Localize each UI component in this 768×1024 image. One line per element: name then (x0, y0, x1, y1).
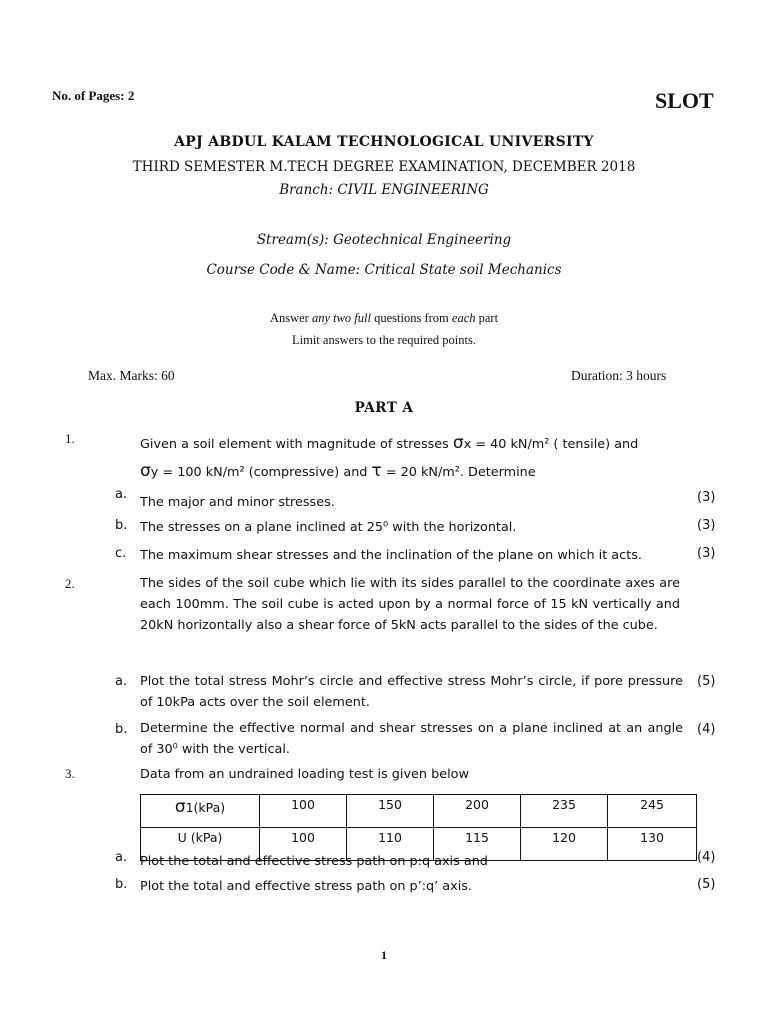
table-cell: 150 (347, 795, 434, 828)
marks-value: (4) (697, 850, 716, 865)
subquestion-text: Plot the total stress Mohr’s circle and effective stress Mohr’s circle, if pore pressure of 10kPa acts over the soil element. (140, 674, 683, 710)
part-heading: PART A (354, 400, 414, 416)
branch-label: Branch: CIVIL ENGINEERING (279, 182, 489, 198)
subquestion-label: b. (115, 722, 128, 737)
max-marks: Max. Marks: 60 (88, 368, 175, 383)
subquestion-label: c. (115, 546, 127, 561)
question-number: 3. (65, 766, 75, 781)
subquestion-text: The stresses on a plane inclined at 25⁰ with the horizontal. (140, 520, 517, 535)
subquestion-label: a. (115, 674, 128, 689)
exam-title: THIRD SEMESTER M.TECH DEGREE EXAMINATION, DECEMBER 2018 (132, 159, 636, 175)
table-header-cell: σ1(kPa) (141, 795, 260, 828)
subquestion-text: The major and minor stresses. (140, 495, 335, 510)
marks-value: (3) (697, 490, 716, 505)
university-name: APJ ABDUL KALAM TECHNOLOGICAL UNIVERSITY (174, 134, 594, 150)
table-cell: 200 (434, 795, 521, 828)
marks-value: (4) (697, 722, 716, 737)
table-cell: 100 (260, 828, 347, 861)
table-cell: 245 (608, 795, 697, 828)
question-text: The sides of the soil cube which lie with its sides parallel to the coordinate axes are each 100mm. The soil cube is acted upon by a normal force of 15 kN vertically and 20kN horizontally also a shear force of 5kN acts parallel to the sides of the cube. (140, 576, 680, 633)
table-cell: 115 (434, 828, 521, 861)
question-number: 1. (65, 431, 75, 446)
page-number: 1 (381, 948, 387, 962)
table-header-cell: U (kPa) (141, 828, 260, 861)
marks-value: (5) (697, 877, 716, 892)
page-count: No. of Pages: 2 (52, 88, 135, 103)
answer-instruction: Answer any two full questions from each part (269, 311, 499, 325)
question-text: Data from an undrained loading test is given below (140, 767, 469, 782)
question-text: σy = 100 kN/m² (compressive) and τ = 20 kN/m². Determine (140, 461, 536, 481)
marks-value: (3) (697, 518, 716, 533)
table-cell: 235 (521, 795, 608, 828)
question-text: Given a soil element with magnitude of stresses σx = 40 kN/m² ( tensile) and (140, 433, 639, 453)
duration: Duration: 3 hours (571, 368, 667, 383)
table-cell: 130 (608, 828, 697, 861)
question-number: 2. (65, 576, 75, 591)
course-label: Course Code & Name: Critical State soil Mechanics (206, 262, 562, 278)
stream-label: Stream(s): Geotechnical Engineering (256, 232, 512, 248)
subquestion-label: a. (115, 487, 128, 502)
subquestion-text: Plot the total and effective stress path on p:q axis and (140, 854, 488, 869)
subquestion-text: The maximum shear stresses and the inclination of the plane on which it acts. (140, 548, 642, 563)
table-cell: 110 (347, 828, 434, 861)
limit-instruction: Limit answers to the required points. (292, 333, 476, 347)
slot-label: SLOT (655, 88, 714, 113)
table-row (141, 795, 697, 828)
subquestion-text: Plot the total and effective stress path on p’:q’ axis. (140, 879, 472, 894)
marks-value: (5) (697, 674, 716, 689)
marks-value: (3) (697, 546, 716, 561)
subquestion-label: a. (115, 850, 128, 865)
table-cell: 120 (521, 828, 608, 861)
subquestion-label: b. (115, 518, 128, 533)
table-cell: 100 (260, 795, 347, 828)
subquestion-text: Determine the effective normal and shear stresses on a plane inclined at an angle of 30⁰ with the vertical. (140, 721, 683, 757)
subquestion-label: b. (115, 877, 128, 892)
